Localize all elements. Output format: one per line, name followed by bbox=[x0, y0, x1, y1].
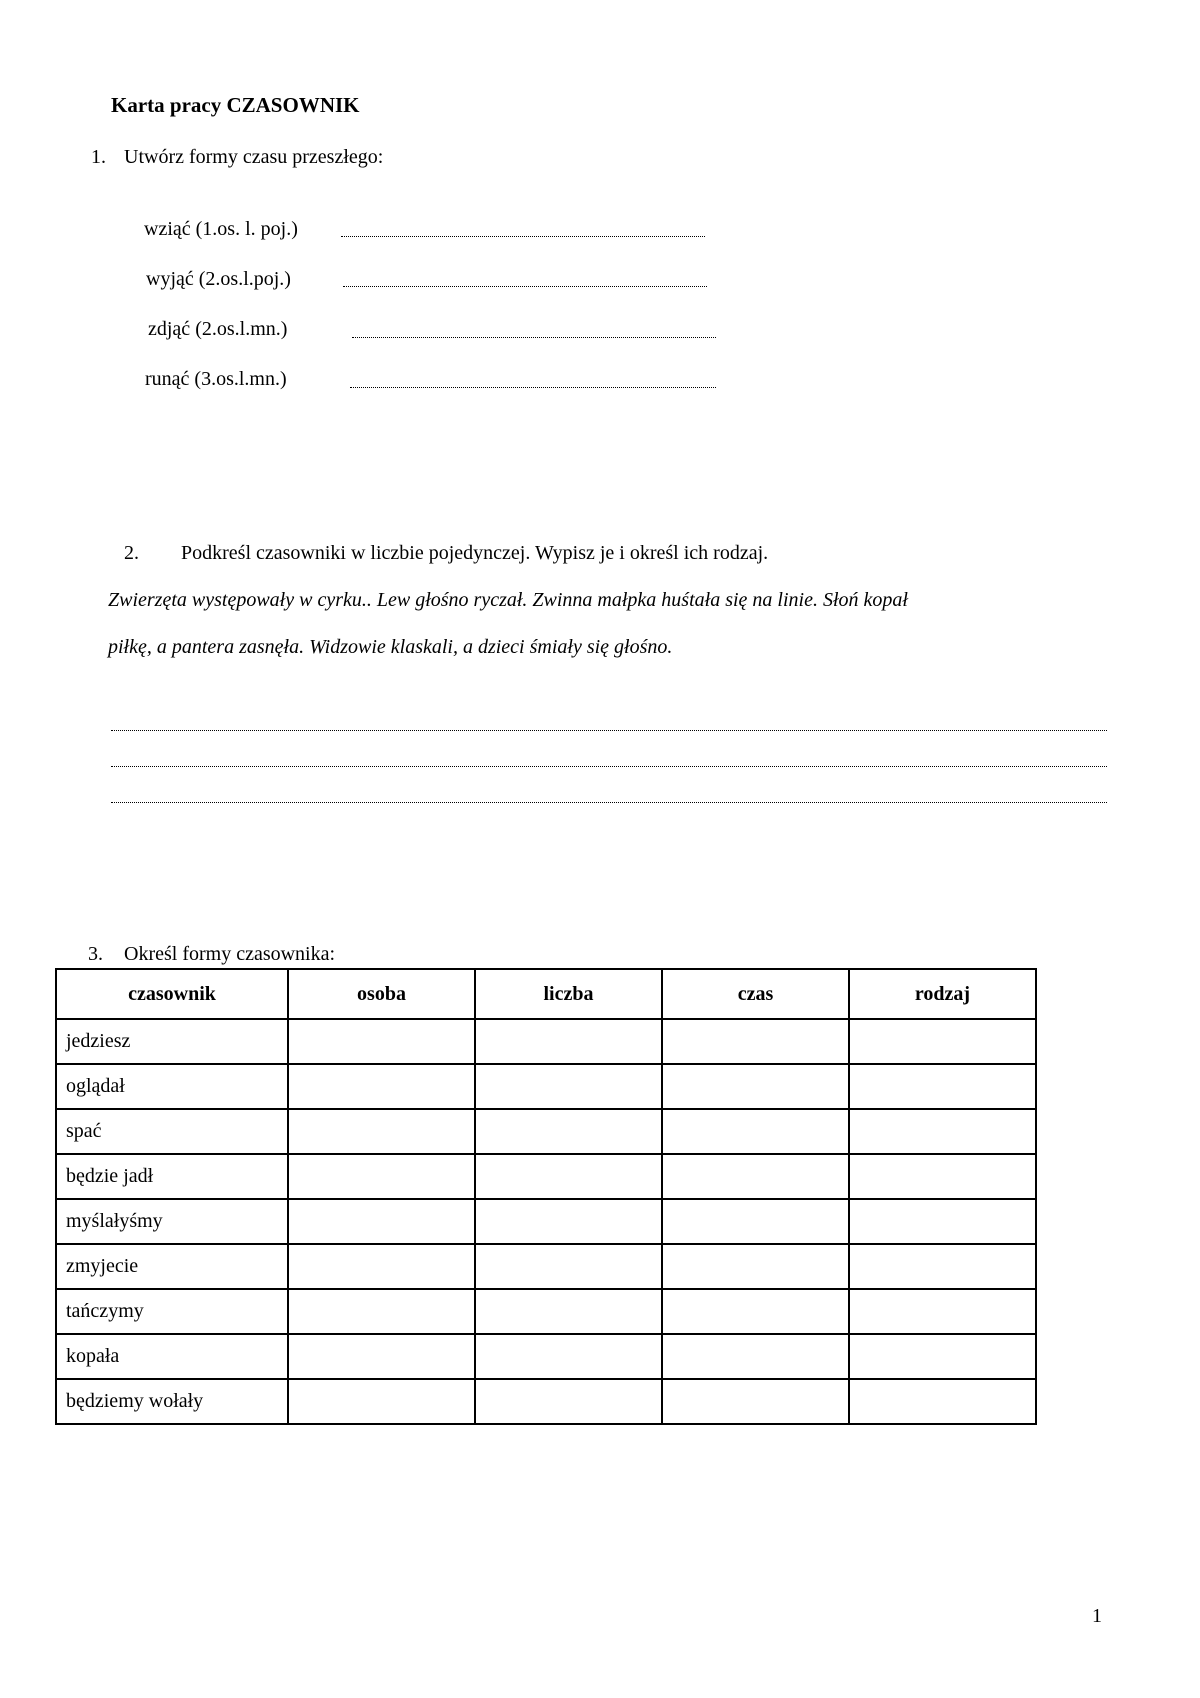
answer-cell[interactable] bbox=[475, 1154, 662, 1199]
answer-cell[interactable] bbox=[662, 1019, 849, 1064]
table-row bbox=[56, 1109, 1036, 1154]
header-czas: czas bbox=[662, 969, 849, 1019]
answer-cell[interactable] bbox=[662, 1289, 849, 1334]
table-row bbox=[56, 1064, 1036, 1109]
task1-item-label: zdjąć (2.os.l.mn.) bbox=[148, 318, 288, 340]
verb-cell: myślałyśmy bbox=[56, 1199, 288, 1244]
table-header-row bbox=[56, 969, 1036, 1019]
answer-cell[interactable] bbox=[288, 1244, 475, 1289]
answer-cell[interactable] bbox=[662, 1334, 849, 1379]
answer-cell[interactable] bbox=[288, 1109, 475, 1154]
task1-number: 1. bbox=[91, 146, 106, 168]
header-rodzaj: rodzaj bbox=[849, 969, 1036, 1019]
verb-cell: oglądał bbox=[56, 1064, 288, 1109]
answer-cell[interactable] bbox=[288, 1064, 475, 1109]
table-row bbox=[56, 1154, 1036, 1199]
task1-instruction: Utwórz formy czasu przeszłego: bbox=[124, 146, 384, 168]
answer-cell[interactable] bbox=[475, 1064, 662, 1109]
page-title: Karta pracy CZASOWNIK bbox=[111, 93, 360, 117]
answer-cell[interactable] bbox=[662, 1064, 849, 1109]
answer-cell[interactable] bbox=[475, 1379, 662, 1424]
header-osoba: osoba bbox=[288, 969, 475, 1019]
answer-line[interactable] bbox=[111, 730, 1107, 731]
table-row bbox=[56, 1019, 1036, 1064]
verb-cell: będzie jadł bbox=[56, 1154, 288, 1199]
answer-cell[interactable] bbox=[662, 1109, 849, 1154]
task1-item-label: wziąć (1.os. l. poj.) bbox=[144, 218, 298, 240]
verb-cell: jedziesz bbox=[56, 1019, 288, 1064]
answer-cell[interactable] bbox=[849, 1334, 1036, 1379]
answer-line[interactable] bbox=[352, 337, 716, 338]
task2-text-line: piłkę, a pantera zasnęła. Widzowie klaskali, a dzieci śmiały się głośno. bbox=[108, 636, 673, 658]
answer-cell[interactable] bbox=[662, 1379, 849, 1424]
answer-line[interactable] bbox=[343, 286, 707, 287]
verb-cell: zmyjecie bbox=[56, 1244, 288, 1289]
header-czasownik: czasownik bbox=[56, 969, 288, 1019]
verb-cell: spać bbox=[56, 1109, 288, 1154]
answer-cell[interactable] bbox=[288, 1289, 475, 1334]
answer-line[interactable] bbox=[350, 387, 716, 388]
answer-cell[interactable] bbox=[849, 1109, 1036, 1154]
verb-cell: będziemy wołały bbox=[56, 1379, 288, 1424]
answer-cell[interactable] bbox=[288, 1154, 475, 1199]
answer-cell[interactable] bbox=[475, 1109, 662, 1154]
answer-cell[interactable] bbox=[288, 1199, 475, 1244]
answer-cell[interactable] bbox=[849, 1154, 1036, 1199]
task3-number: 3. bbox=[88, 943, 103, 965]
verb-cell: kopała bbox=[56, 1334, 288, 1379]
table-row bbox=[56, 1289, 1036, 1334]
answer-cell[interactable] bbox=[849, 1199, 1036, 1244]
table-row bbox=[56, 1334, 1036, 1379]
answer-cell[interactable] bbox=[849, 1289, 1036, 1334]
answer-line[interactable] bbox=[341, 236, 705, 237]
answer-cell[interactable] bbox=[475, 1289, 662, 1334]
answer-cell[interactable] bbox=[288, 1334, 475, 1379]
page-number: 1 bbox=[1092, 1605, 1102, 1627]
task3-instruction: Określ formy czasownika: bbox=[124, 943, 336, 965]
answer-cell[interactable] bbox=[475, 1244, 662, 1289]
verb-cell: tańczymy bbox=[56, 1289, 288, 1334]
task1-item-label: wyjąć (2.os.l.poj.) bbox=[146, 268, 291, 290]
answer-cell[interactable] bbox=[662, 1199, 849, 1244]
answer-line[interactable] bbox=[111, 766, 1107, 767]
table-row bbox=[56, 1244, 1036, 1289]
verb-forms-table bbox=[55, 968, 1037, 1425]
answer-cell[interactable] bbox=[849, 1379, 1036, 1424]
answer-line[interactable] bbox=[111, 802, 1107, 803]
answer-cell[interactable] bbox=[475, 1199, 662, 1244]
answer-cell[interactable] bbox=[475, 1019, 662, 1064]
answer-cell[interactable] bbox=[288, 1019, 475, 1064]
answer-cell[interactable] bbox=[849, 1019, 1036, 1064]
task1-item-label: runąć (3.os.l.mn.) bbox=[145, 368, 287, 390]
task2-instruction: Podkreśl czasowniki w liczbie pojedynczej. Wypisz je i określ ich rodzaj. bbox=[181, 542, 769, 564]
answer-cell[interactable] bbox=[849, 1244, 1036, 1289]
table-row bbox=[56, 1379, 1036, 1424]
task2-number: 2. bbox=[124, 542, 139, 564]
header-liczba: liczba bbox=[475, 969, 662, 1019]
answer-cell[interactable] bbox=[849, 1064, 1036, 1109]
answer-cell[interactable] bbox=[288, 1379, 475, 1424]
answer-cell[interactable] bbox=[662, 1154, 849, 1199]
answer-cell[interactable] bbox=[475, 1334, 662, 1379]
table-row bbox=[56, 1199, 1036, 1244]
task2-text-line: Zwierzęta występowały w cyrku.. Lew głośno ryczał. Zwinna małpka huśtała się na linie. Słoń kopał bbox=[108, 589, 908, 611]
answer-cell[interactable] bbox=[662, 1244, 849, 1289]
